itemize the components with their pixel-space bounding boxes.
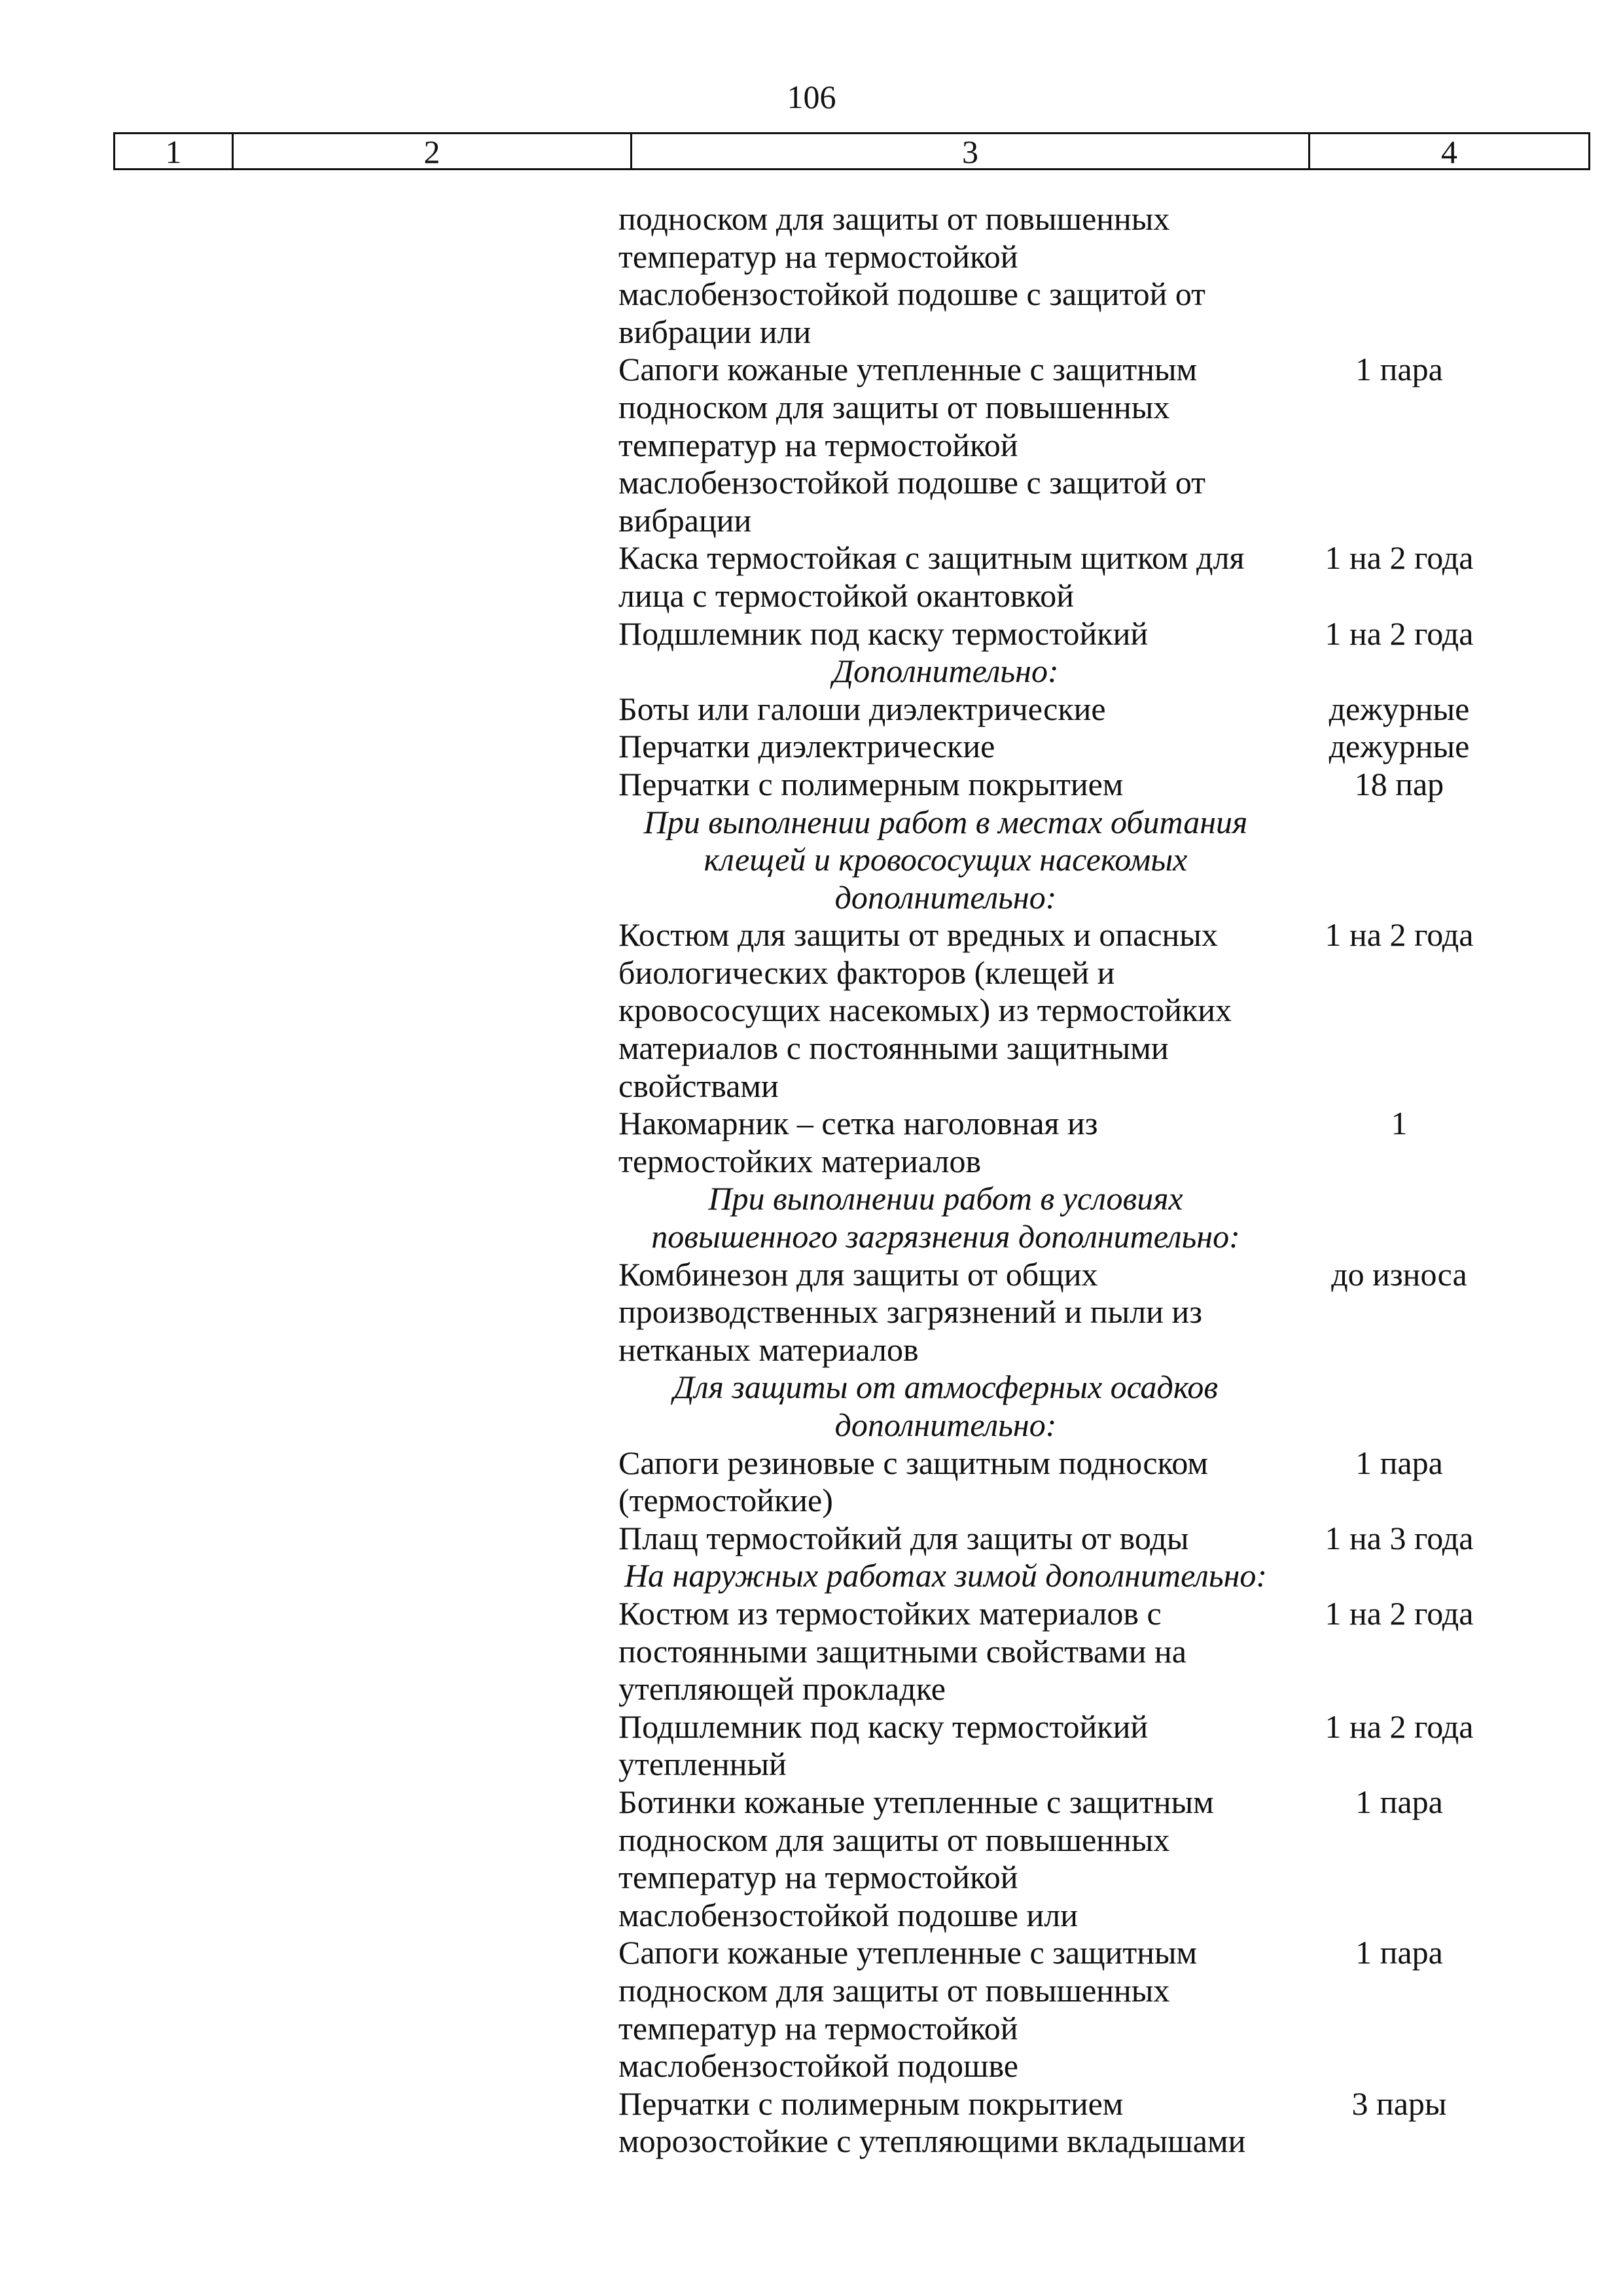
item-quantity: 1 на 2 года (1325, 539, 1474, 577)
section-heading-row (618, 1180, 1535, 1255)
text-line: повышенного загрязнения дополнительно: (651, 1218, 1240, 1255)
table-row (618, 1444, 1535, 1520)
text-line: производственных загрязнений и пыли из (618, 1293, 1202, 1331)
section-heading (618, 1557, 1273, 1595)
text-line: (термостойкие) (618, 1482, 833, 1519)
item-quantity: 1 на 2 года (1325, 615, 1474, 652)
section-heading (618, 653, 1273, 691)
text-line: лица с термостойкой окантовкой (618, 577, 1074, 614)
item-quantity: 1 на 2 года (1325, 1708, 1474, 1745)
table-row (618, 691, 1535, 728)
table-row (618, 1105, 1535, 1180)
text-line: Костюм для защиты от вредных и опасных (618, 916, 1218, 954)
text-line: температур на термостойкой (618, 2009, 1018, 2047)
item-description (618, 1256, 1264, 1369)
text-line: маслобензостойкой подошве с защитой от (618, 464, 1206, 501)
text-line: материалов с постоянными защитными (618, 1030, 1169, 1067)
header-col-2: 2 (234, 134, 632, 168)
item-description (618, 1708, 1264, 1784)
text-line: дополнительно: (834, 878, 1057, 916)
text-line: подноском для защиты от повышенных (618, 1821, 1170, 1858)
text-line: Боты или галоши диэлектрические (618, 690, 1106, 727)
text-line: температур на термостойкой (618, 426, 1018, 463)
item-quantity (1264, 200, 1535, 351)
item-quantity: 18 пар (1354, 765, 1444, 802)
text-line: утепленный (618, 1746, 787, 1783)
item-description (618, 691, 1264, 728)
section-heading-row (618, 1369, 1535, 1444)
table-body (618, 200, 1535, 2161)
text-line: Каска термостойкая с защитным щитком для (618, 539, 1245, 577)
text-line: вибрации (618, 501, 752, 539)
text-line: Подшлемник под каску термостойкий (618, 1708, 1149, 1745)
text-line: биологических факторов (клещей и (618, 954, 1115, 991)
table-row (618, 615, 1535, 653)
table-row (618, 1784, 1535, 1934)
table-row (618, 766, 1535, 804)
text-line: Накомарник – сетка наголовная из (618, 1105, 1098, 1142)
text-line: кровососущих насекомых) из термостойких (618, 992, 1232, 1029)
item-description (618, 1105, 1264, 1180)
table-row (618, 728, 1535, 766)
item-description (618, 2085, 1264, 2161)
item-quantity: 1 пара (1355, 1934, 1443, 1971)
text-line: подноском для защиты от повышенных (618, 1971, 1170, 2009)
table-row (618, 2085, 1535, 2161)
item-description (618, 351, 1264, 539)
text-line: дополнительно: (834, 1407, 1057, 1443)
text-line: морозостойкие с утепляющими вкладышами (618, 2123, 1246, 2160)
item-quantity: 3 пары (1351, 2085, 1447, 2122)
item-description (618, 615, 1264, 653)
section-heading (618, 1369, 1273, 1444)
text-line: На наружных работах зимой дополнительно: (624, 1557, 1268, 1594)
item-quantity: дежурные (1329, 728, 1470, 765)
item-quantity: 1 пара (1355, 1783, 1443, 1820)
text-line: Подшлемник под каску термостойкий (618, 615, 1149, 652)
item-description (618, 1595, 1264, 1708)
table-row (618, 916, 1535, 1105)
text-line: Костюм из термостойких материалов с (618, 1594, 1162, 1632)
text-line: При выполнении работ в местах обитания (643, 803, 1248, 840)
section-heading (618, 804, 1273, 917)
table-row (618, 1708, 1535, 1784)
item-description (618, 200, 1264, 351)
text-line: Ботинки кожаные утепленные с защитным (618, 1783, 1214, 1820)
text-line: Сапоги кожаные утепленные с защитным (618, 1934, 1198, 1971)
item-description (618, 539, 1264, 615)
text-line: вибрации или (618, 313, 812, 350)
item-quantity: 1 пара (1355, 351, 1443, 388)
text-line: постоянными защитными свойствами на (618, 1632, 1186, 1670)
table-row (618, 1520, 1535, 1558)
text-line: термостойких материалов (618, 1142, 982, 1179)
text-line: свойствами (618, 1067, 779, 1104)
item-quantity: дежурные (1329, 690, 1470, 727)
text-line: При выполнении работ в условиях (708, 1180, 1183, 1217)
text-line: Перчатки диэлектрические (618, 728, 995, 765)
table-row (618, 351, 1535, 539)
text-line: Перчатки с полимерным покрытием (618, 2085, 1124, 2122)
text-line: маслобензостойкой подошве с защитой от (618, 276, 1206, 313)
item-quantity: 1 пара (1355, 1444, 1443, 1481)
text-line: температур на термостойкой (618, 1859, 1018, 1896)
header-col-1: 1 (115, 134, 234, 168)
item-description (618, 766, 1264, 804)
section-heading (618, 1180, 1273, 1255)
text-line: Сапоги кожаные утепленные с защитным (618, 351, 1198, 388)
table-row (618, 1256, 1535, 1369)
text-line: температур на термостойкой (618, 238, 1018, 275)
text-line: Сапоги резиновые с защитным подноском (618, 1444, 1209, 1481)
section-heading-row (618, 804, 1535, 917)
text-line: Комбинезон для защиты от общих (618, 1255, 1098, 1293)
text-line: подноском для защиты от повышенных (618, 388, 1170, 425)
item-quantity: 1 на 2 года (1325, 1594, 1474, 1632)
text-line: маслобензостойкой подошве (618, 2047, 1018, 2085)
text-line: клещей и кровососущих насекомых (704, 841, 1188, 878)
section-heading-row (618, 653, 1535, 691)
table-row (618, 1595, 1535, 1708)
item-quantity: 1 на 3 года (1325, 1519, 1474, 1556)
item-description (618, 1934, 1264, 2085)
item-description (618, 728, 1264, 766)
text-line: Перчатки с полимерным покрытием (618, 765, 1124, 802)
item-description (618, 1444, 1264, 1520)
header-col-3: 3 (632, 134, 1310, 168)
text-line: Дополнительно: (832, 653, 1059, 690)
item-quantity: 1 на 2 года (1325, 916, 1474, 954)
page-number: 106 (787, 79, 836, 115)
item-description (618, 1784, 1264, 1934)
section-heading-row (618, 1557, 1535, 1595)
text-line: нетканых материалов (618, 1331, 919, 1368)
item-quantity: до износа (1331, 1255, 1467, 1293)
header-col-4: 4 (1441, 134, 1457, 170)
table-row (618, 1934, 1535, 2085)
item-quantity: 1 (1391, 1105, 1408, 1142)
table-row (618, 539, 1535, 615)
text-line: подноском для защиты от повышенных (618, 200, 1170, 237)
item-description (618, 1520, 1264, 1558)
text-line: Для защиты от атмосферных осадков (673, 1369, 1219, 1406)
item-description (618, 916, 1264, 1105)
table-header (113, 132, 1590, 170)
text-line: утепляющей прокладке (618, 1670, 946, 1708)
table-row (618, 200, 1535, 351)
text-line: Плащ термостойкий для защиты от воды (618, 1519, 1189, 1556)
text-line: маслобензостойкой подошве или (618, 1896, 1078, 1933)
